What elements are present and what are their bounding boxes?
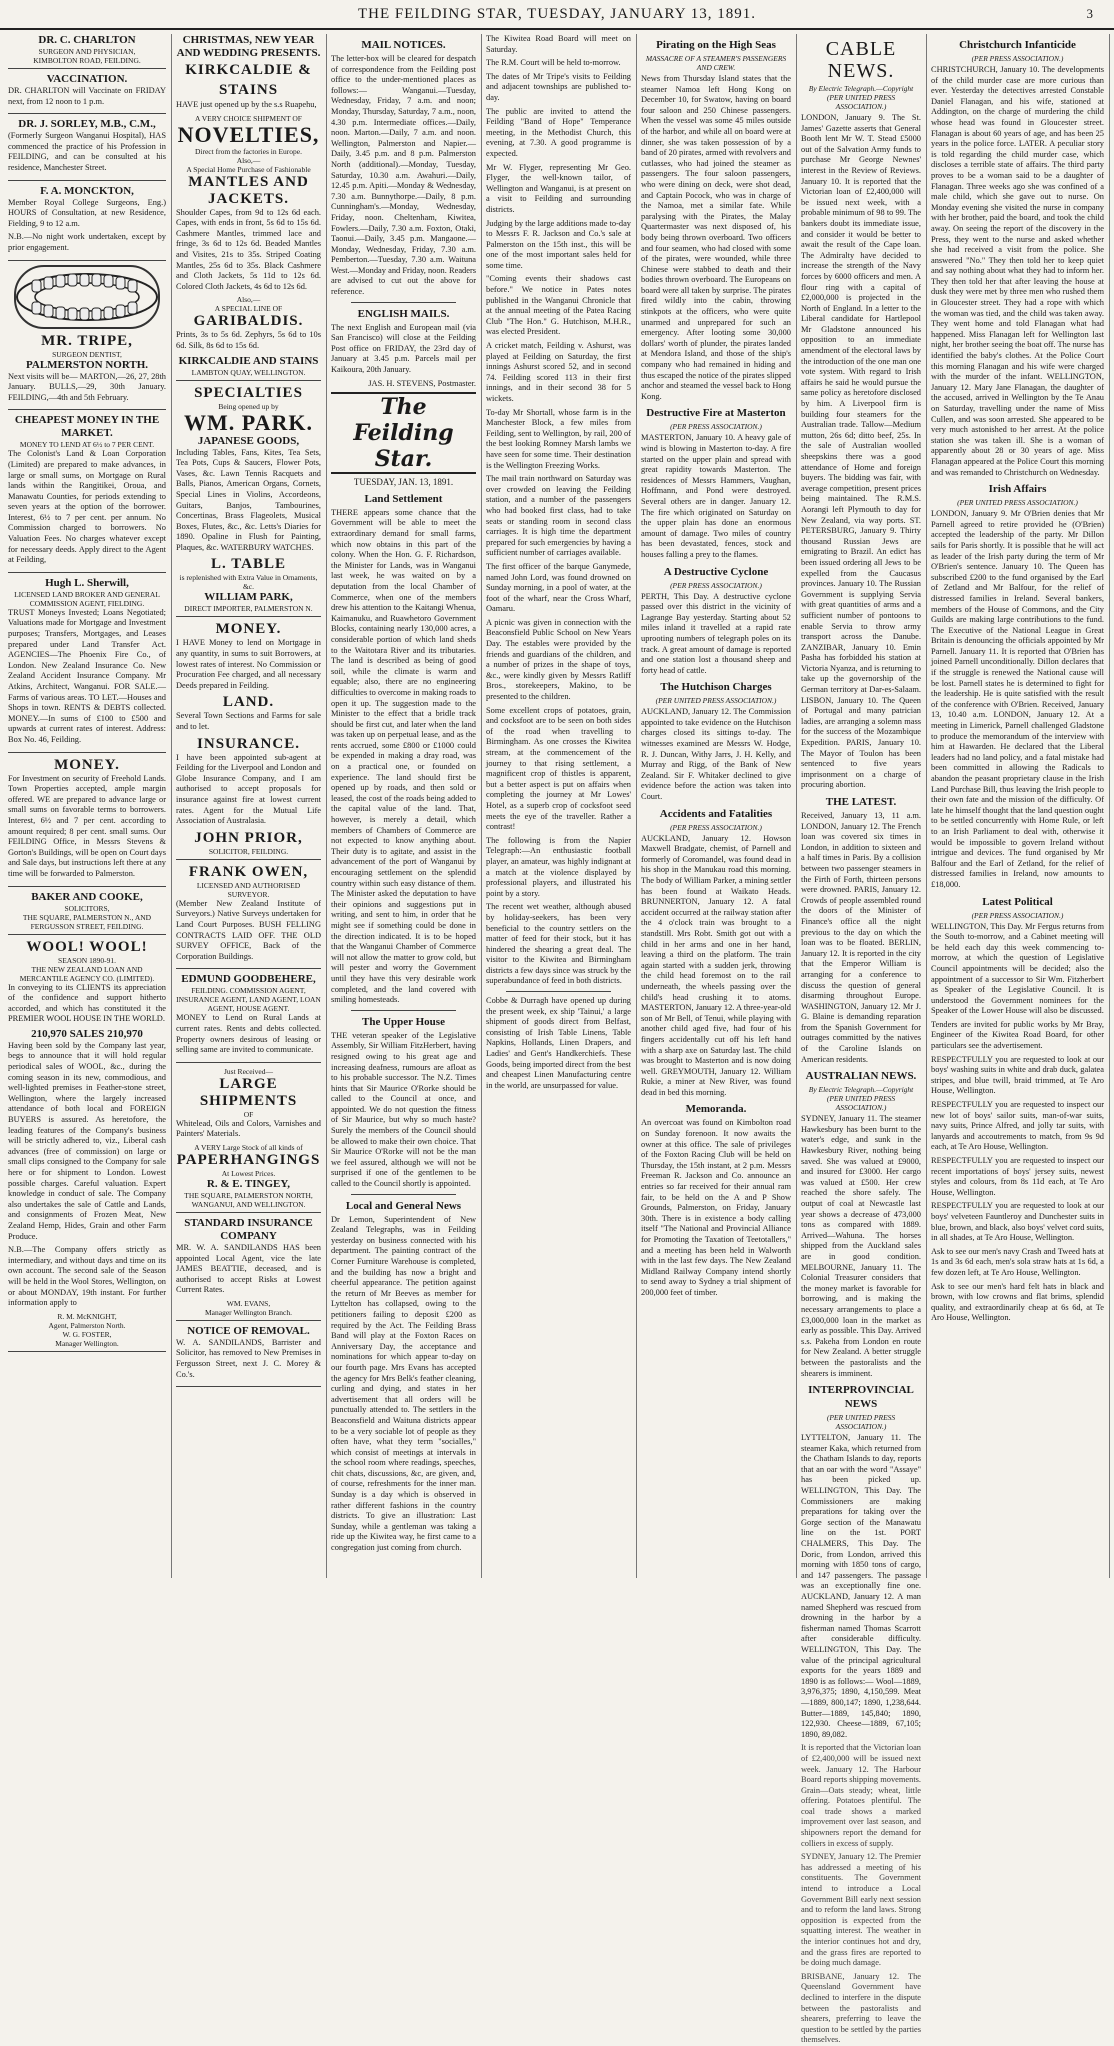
news-barque: The first officer of the barque Ganymede, named John Lord, was found drowned on Sunday morning, in a pool of water, at the foot of the wharf, near the Cross Wharf, Oamaru. bbox=[486, 561, 631, 614]
tripe-title: SURGEON DENTIST, bbox=[52, 349, 122, 359]
mail-notices-text: The letter-box will be cleared for despatch of correspondence from the Feilding post office to the under-mentioned places as follows:— Wanganui.—Tuesday, Wednesday, Friday, 7 a.m. and noon; Monday, Thursday, Saturday, 7 a.m., noon, 4.30 p.m. Intermediate offices.—Daily, noon. Marton.—Daily, 7 a.m. and noon. Wellington, Palmerston and Napier.—Daily, 3.45 p.m. and 8 p.m. Palmerston North (additional).—Monday, Tuesday, Saturday, 10.30 a.m. Awahuri.—Daily, 12.45 p.m. Apiti.—Monday & Wednesday, 7.30 a.m. Bunnythorpe.—Daily, 8 p.m. Cunningham's.—Monday, Wednesday, Friday, noon. Cheltenham, Kiwitea, Fowlers.—Daily, 7.30 a.m. Foxton, Otaki, Taonui.—Daily, 3.45 p.m. Mangaone.—Monday, Wednesday, Friday, 7.30 a.m. Pemberton.—Tuesday, 7.30 a.m. Waituna West.—Monday and Friday, noon. Readers are advised to cut out the above for reference. bbox=[331, 54, 476, 297]
dental-plate-icon bbox=[12, 270, 162, 324]
ad-tingey bbox=[176, 1067, 321, 1213]
mcknight-title: Agent, Palmerston North. bbox=[48, 1320, 126, 1330]
memoranda-heading: Memoranda. bbox=[685, 1103, 747, 1116]
hutchison-text: AUCKLAND, January 12. The Commission appointed to take evidence on the Hutchison charges closed its sittings to-day. The witnesses examined are Messrs W. Hodge, R. J. Duncan, Withy Jarrs, J. H. Kelly, and Murray and Rigg, of the Bank of New Zealand. Sir F. Whitaker declined to give evidence before the action was taken into Court. bbox=[641, 707, 791, 802]
tenders-text: Tenders are invited for public works by Mr Bray, Engineer of the Kiwitea Road Board, for other particulars see the advertisement. bbox=[931, 1019, 1104, 1051]
col6-text-3: BRISBANE, January 12. The Queensland Government have declined to interfere in the dispute between the pastoralists and shearers, preferring to leave the question to be settled by the parties themselves. bbox=[801, 1971, 921, 2045]
ad-wool bbox=[8, 939, 166, 1352]
masterton-fire-sub: (PER PRESS ASSOCIATION.) bbox=[670, 422, 762, 432]
garibaldi-list: Prints, 3s to 5s 6d. Zephyrs, 5s 6d to 10s 6d. Silk, 8s 6d to 15s 6d. bbox=[176, 330, 321, 350]
australian-news-heading: AUSTRALIAN NEWS. bbox=[805, 1070, 917, 1083]
editorial-dateline: TUESDAY, JAN. 13, 1891. bbox=[353, 477, 454, 488]
also-1: Also,— bbox=[236, 155, 261, 165]
cyclone-heading: A Destructive Cyclone bbox=[663, 565, 769, 578]
interprovincial-sub: (PER UNITED PRESS ASSOCIATION.) bbox=[826, 1413, 896, 1432]
evans-title: Manager Wellington Branch. bbox=[205, 1307, 292, 1317]
nz-loan-text-2: Having been sold by the Company last year, begs to announce that it will hold regular periodical sales of WOOL, &c., during the coming season in its new, commodious, and well-lighted premises in Feather-stone street, Wellington, where the largely increased attendance of both local and FOREIGN BUYERS is assured. As heretofore, the leading features of the Company's business will be strictly adhered to, viz., Liberal cash advances (free of commission) on large or small clips consigned to the Company for sale here or for shipment to London. Lowest possible charges. Careful valuation. Expert knowledge in conduct of sale. The Company also undertakes the sale of Cattle and Lands, and consignments of Frozen Meat, New Zealand Hemp, Hides, Grain and other Farm Produce. bbox=[8, 1040, 166, 1241]
col6-text-1: It is reported that the Victorian loan of £2,400,000 will be issued next week. January 12. The Harbour Board reports shipping movements. Grain—Oats steady; wheat, little offering. Potatoes plentiful. The coal trade shows a marked improvement over last season, and shipowners report the demand for colliers in excess of supply. bbox=[801, 1743, 921, 1848]
vaccination-heading: VACCINATION. bbox=[46, 73, 128, 85]
also-2: Also,— bbox=[236, 295, 261, 305]
tingey-address: THE SQUARE, PALMERSTON NORTH, WANGANUI, AND WELLINGTON. bbox=[184, 1190, 313, 1209]
shipment-text: A VERY CHOICE SHIPMENT OF bbox=[195, 113, 302, 123]
ad-money bbox=[8, 757, 166, 887]
prior-title: SOLICITOR, FEILDING. bbox=[208, 846, 289, 856]
novelties-text: Direct from the factories in Europe. bbox=[194, 146, 303, 156]
mantles-heading: MANTLES AND JACKETS. bbox=[188, 173, 309, 207]
news-football: The following is from the Napier Telegraph:—An enthusiastic football player, an amateur, was highly indignant at a match at the violence displayed by professional players, and illustrated his point by a story. bbox=[486, 835, 631, 898]
ad-park bbox=[176, 385, 321, 618]
mantles-list: Shoulder Capes, from 9d to 12s 6d each. Capes, with ends in front, 5s 6d to 15s 6d. Cashmere Mantles, trimmed lace and fringe, 3s 6d to 12s 6d. Beaded Mantles and Visites, 21s to 35s. Striped Coating Mantles, 25s 6d to 35s. Black Cashmere and Cloth Jackets, 5s 11d to 12s 6d. Colored Cloth Jackets, 4s 6d to 12s 6d. bbox=[176, 207, 321, 291]
standard-text: MR. W. A. SANDILANDS HAS been appointed Local Agent, vice the late JAMES BEATTIE, deceased, and is authorised to accept Risks at Lowest Current Rates. bbox=[176, 1242, 321, 1295]
masterton-fire-text: MASTERTON, January 10. A heavy gale of wind is blowing in Masterton to-day. A fire started on the upper plain and spread with great rapidity towards Masterton. The residences of Messrs Hammers, Vaughan, Hoffmann, and Pond were destroyed. Several others are in danger. January 12. The fire which originated on Saturday on the upper plain has done an enormous amount of damage. Two miles of country has been devastated, fences, stock and houses falling a prey to the flames. bbox=[641, 433, 791, 559]
interprovincial-heading: INTERPROVINCIAL NEWS bbox=[808, 1384, 914, 1411]
owen-name: FRANK OWEN, bbox=[188, 863, 309, 880]
local-general-text: Dr Lemon, Superintendent of New Zealand Telegraphs, was in Feilding yesterday on business connected with his department. The painting contract of the Corner Furniture Warehouse is completed, and the building has now a bright and cheerful appearance. The petition against the return of Mr Beeves as member for Lyttelton has collapsed, owing to the petitioners failing to deposit £200 as required by the Act. The Feilding Brass Band will play at the Foxton Races on Anniversary Day, the acceptance and nominations for which appear to-day on our fourth page. Mrs Evans has accepted the agency for Mrs Belk's feather cleaning, curling and dying, and states in her advertisement that all orders will be punctually attended to. The settlers in the Beaconsfield and Waituna districts appear to be a very sociable lot of people as they often have, what they term "socialles," which consist of meetings at intervals in the school room where readings, speeches, chit chats, discussions, &c, are given, and, of course, refreshments for the inner man. Sunday is a day which is observed in rather different fashions in the country districts. To give an illustration: Last Sunday, while a gentleman was taking a ride up the Kiwitea way, he first came to a congregation just coming from church. bbox=[331, 1214, 476, 1553]
sherwill-text: TRUST Moneys Invested; Loans Negotiated; Valuations made for Mortgage and Investment purposes; Transfers, Mortgages, and Leases prepared under Land Transfer Act. AGENCIES—The Phoenix Fire Co., of London. New Zealand Insurance Co. New Zealand Accident Insurance Company. Mr Atkins, Architect, Wanganui. FOR SALE.—Farms of various areas. TO LET.—Houses and Shops in town. RENTS & DEBTS collected. MONEY.—In sums of £100 to £500 and upwards at current rates of interest. Address: Box No. 46, Feilding. bbox=[8, 607, 166, 744]
te-aro-ad-3: RESPECTFULLY you are requested to inspect our recent importations of boys' jersey suits, newest styles and colours, from 8s 11d each, at Te Aro House, Wellington. bbox=[931, 1156, 1104, 1197]
standard-heading: STANDARD INSURANCE COMPANY bbox=[184, 1216, 313, 1242]
goodbehere-text: MONEY to Lend on Rural Lands at current rates. Rents and debts collected. Property owners desirous of leasing or selling same are invited to communicate. bbox=[176, 1013, 321, 1055]
irish-affairs-heading: Irish Affairs bbox=[988, 483, 1047, 496]
park-name: WM. PARK. bbox=[184, 409, 313, 435]
kirkcaldie-2-address: LAMBTON QUAY, WELLINGTON. bbox=[191, 367, 306, 377]
just-received: Just Received— bbox=[224, 1066, 273, 1076]
ad-kirkcaldie bbox=[176, 34, 321, 381]
wool-heading: WOOL! WOOL! bbox=[26, 938, 148, 955]
money-heading: MONEY. bbox=[54, 756, 120, 773]
prior-money-text: I HAVE Money to lend on Mortgage in any quantity, in sums to suit Borrowers, at lowest rates of interest. No Commission or Procuration Fee charged, and all necessary Deeds prepared in Feilding. bbox=[176, 638, 321, 690]
hutchison-sub: (PER UNITED PRESS ASSOCIATION.) bbox=[655, 696, 777, 706]
dental-plate-illustration bbox=[14, 265, 160, 329]
park-2-title: DIRECT IMPORTER, PALMERSTON N. bbox=[184, 604, 313, 614]
garibaldi-text: A SPECIAL LINE OF bbox=[214, 304, 283, 314]
baker-name: BAKER AND COOKE, bbox=[31, 890, 143, 903]
xmas-heading: CHRISTMAS, NEW YEAR AND WEDDING PRESENTS. bbox=[176, 34, 321, 59]
mail-notices-heading: MAIL NOTICES. bbox=[361, 39, 446, 51]
te-aro-ad-1: RESPECTFULLY you are requested to look at our boys' washing suits in white and drab duck, galatea stripes, and blue twill, braid trimmed, at Te Aro House, Wellington. bbox=[931, 1054, 1104, 1096]
ad-vaccination bbox=[8, 73, 166, 114]
memoranda-text: An overcoat was found on Kimbolton road on Sunday forenoon. It now awaits the owner at this office. The sale of privileges of the Foxton Racing Club will be held on Thursday, the 15th instant, at 2 p.m. Messrs Freeman R. Jackson and Co. announce an entries so far received for their annual ram fair, to be held on the A and P Show Grounds, Palmerston, on Friday, January 30th. There is in existence a body calling itself "The National and Provincial Alliance for Promoting the Taxation of Teetotallers," and a meeting has been held in Walworth with in the last few days. The New Zealand Midland Railway Company intend shortly to send away to Sydney a trial shipment of 200,000 feet of timber. bbox=[641, 1118, 791, 1297]
mcknight-name: R. M. McKNIGHT, bbox=[57, 1311, 117, 1321]
vaccination-text: DR. CHARLTON will Vaccinate on FRIDAY next, from 12 noon to 1 p.m. bbox=[8, 86, 166, 106]
te-aro-ad-2: RESPECTFULLY you are requested to inspect our new lot of boys' sailor suits, man-of-war suits, navy suits, Prince Alfred, and jolly tar suits, with lanyards and accoutrements to match, from 9s 9d each, at Te Aro House, Wellington. bbox=[931, 1100, 1104, 1152]
news-public: The public are invited to attend the Feilding "Band of Hope" Temperance meeting, in the Methodist Church, this evening, at 7.30. A good programme is expected. bbox=[486, 106, 631, 158]
column-4 bbox=[482, 34, 637, 1578]
land-settlement-text: THERE appears some chance that the Government will be able to meet the extraordinary demand for small farms, which now obtains in this part of the colony. When the Hon. G. F. Richardson, the Minister for Lands, was in Wanganui last week, he was waited on by a deputation from the local Chamber of Commerce, when one of the members drew his attention to the Kaitangi Whenua, Kaimanuku, and Ruawhetoro Government Blocks, containing nearly 130,000 acres, a considerable portion of which land sheds to the Waitotara River and its tributaries. The land is described as being of good soil, while the climate is warm and equable; also, there are no engineering difficulties to overcome in making roads to open it up. The suggestion made to the Minister to the effect that a bridle track should be first cut, and later when the land was taken up on perpetual lease, and as the rents accrued, some £800 or £1000 could be expended in making a dray road, was on a practical one, or founded on experience. The land should first be opened up by roads, and then sold or leased, the cost of the roads being added to the capital value of the land. That, however, is merely a detail, which members of Chambers of Commerce are not expected to know anything about. Their duty is to agitate, and assist in the advancement of the port of Wanganui by encouraging settlement on the splendid country within such easy distance of them. The Minister asked the deputation to have their opinions and suggestions put in writing, and sent to him, in order that he might see if something could be done in the direction indicated. It is to be hoped that the Wanganui Chamber of Commerce will not allow the matter to grow cold, but will pester and worry the Government until they have this very desirable work completed, and the land covered with smiling homesteads. bbox=[331, 507, 476, 1005]
news-rm-court: The R.M. Court will be held to-morrow. bbox=[486, 58, 621, 68]
monckton-note: N.B.—No night work undertaken, except by prior engagement. bbox=[8, 232, 166, 252]
news-picnic: A picnic was given in connection with the Beaconsfield Public School on New Years Day. The estables were provided by the friends and guardians of the children, and a number of prizes in the shape of toys, &c., were kindly given by Messrs Ratliff Bros., storekeepers, Makino, to be presented to the children. bbox=[486, 617, 631, 702]
accidents-sub: (PER PRESS ASSOCIATION.) bbox=[670, 822, 762, 832]
divider bbox=[351, 302, 456, 303]
tripe-text: Next visits will be— MARTON,—26, 27, 28th January. BULLS,—29, 30th January. FEILDING,—4th and 5th February. bbox=[8, 371, 166, 402]
specialties-text: Being opened up by bbox=[218, 401, 279, 411]
ad-sorley bbox=[8, 118, 166, 180]
ad-goodbehere bbox=[176, 973, 321, 1062]
prior-money-heading: MONEY. bbox=[215, 621, 282, 638]
sherwill-title: LICENSED LAND BROKER AND GENERAL COMMISSION AGENT, FIELDING. bbox=[14, 589, 160, 608]
news-cricket: A cricket match, Feilding v. Ashurst, was played at Feilding on Saturday, the first innings Ashurst scored 52, and in second 74. Feilding scored 113 in their first innings, and in their second 38 for 5 wickets. bbox=[486, 341, 631, 403]
prior-name: JOHN PRIOR, bbox=[194, 829, 303, 846]
money-text: For Investment on security of Freehold Lands. Town Properties accepted, ample margin offered. WE are prepared to advance large or small sums on favorable terms to borrowers. Interest, 6½ and 7 per cent. according to amount required; 8 per cent. small sums. Our FEILDING Office, in Messrs Stevens & Gorton's Buildings, will be open on Court days and Sale days, but instructions left there at any time will be forwarded to Palmerston. bbox=[8, 773, 166, 878]
cheapest-money: CHEAPEST MONEY IN THE MARKET. bbox=[14, 414, 160, 440]
news-flyger: Mr W. Flyger, representing Mr Geo. Flyger, the well-known tailor, of Wellington and Wanganui, is at present on a visit to Feilding and surrounding districts. bbox=[486, 162, 631, 214]
whitelead-text: Whitelead, Oils and Colors, Varnishes and Painters' Materials. bbox=[176, 1118, 321, 1139]
mantles-text: A Special Home Purchase of Fashionable bbox=[186, 164, 311, 174]
nz-loan-text: In conveying to its CLIENTS its appreciation of the confidence and support hitherto accorded, and which has constituted it the PREMIER WOOL HOUSE IN THE WORLD. bbox=[8, 982, 166, 1024]
masthead-title: THE FEILDING STAR, TUESDAY, JANUARY 13, 1891. bbox=[358, 6, 756, 22]
japanese-heading: JAPANESE GOODS, bbox=[197, 434, 300, 447]
goodbehere-title: FEILDING. COMMISSION AGENT, INSURANCE AGENT, LAND AGENT, LOAN AGENT, HOUSE AGENT. bbox=[176, 986, 321, 1014]
sorley-name: DR. J. SORLEY, M.B., C.M., bbox=[18, 118, 156, 131]
column-3 bbox=[327, 34, 482, 1578]
divider bbox=[351, 1194, 456, 1195]
page-number: 3 bbox=[1086, 6, 1094, 21]
removal-heading: NOTICE OF REMOVAL. bbox=[187, 1324, 310, 1337]
kirkcaldie-2: KIRKCALDIE AND STAINS bbox=[178, 354, 319, 367]
foster-title: Manager Wellington. bbox=[55, 1338, 119, 1348]
goodbehere-name: EDMUND GOODBEHERE, bbox=[181, 973, 316, 986]
insurance-heading: INSURANCE. bbox=[197, 735, 300, 752]
postmaster-signature: JAS. H. STEVENS, Postmaster. bbox=[368, 378, 476, 388]
nz-loan-title: THE NEW ZEALAND LOAN AND MERCANTILE AGENCY CO. (LIMITED). bbox=[19, 964, 155, 983]
local-general-heading: Local and General News bbox=[345, 1199, 462, 1212]
pirating-subheading: MASSACRE OF A STEAMER'S PASSENGERS AND CREW. bbox=[645, 54, 787, 72]
kirkcaldie-name: KIRKCALDIE & STAINS bbox=[185, 62, 312, 98]
ad-charlton bbox=[8, 34, 166, 69]
news-kiwitea: The Kiwitea Road Board will meet on Saturday. bbox=[486, 34, 631, 54]
accidents-text: AUCKLAND, January 12. Howson Maxwell Bradgate, chemist, of Parnell and formerly of Coromandel, was found dead in his shop in the Manukau road this morning. The body of William Parker, a mining settler has been found at Waikato Heads. BRUNNERTON, January 12. A fatal accident occurred at the railway station after the 4 o'clock train was brought to a standstill. Mrs Robt. Smith got out with a child in her arms and one in her hand, leaving a third on the platform. The train again started with a sudden jerk, throwing the child head foremost on to the rail underneath, the wheels passing over the child's head crushing it to atoms. MASTERTON, January 12. A three-year-old son of Mr Bell, of Tenui, while playing with another child aged five, had four of his fingers accidentally cut off his left hand with a sharp axe on Saturday last. The child was brought to Masterton and is now doing well. GREYMOUTH, January 12. William Rukie, a miner at New River, was found dead in bed this morning. bbox=[641, 833, 791, 1097]
monckton-name: F. A. MONCKTON, bbox=[40, 184, 134, 197]
te-aro-ad-4: RESPECTFULLY you are requested to look at our boys' velveteen Fauntleroy and Dunchester suits in blue, brown, and black, also boys' velvet cord suits, in all shades, at Te Aro House, Wellington. bbox=[931, 1201, 1104, 1243]
accidents-heading: Accidents and Fatalities bbox=[659, 807, 773, 820]
news-judging: Judging by the large additions made to-day to Messrs F. R. Jackson and Co.'s sale at Palmerston on the 15th inst., this will be one of the most important sales held for some time. bbox=[486, 218, 631, 270]
wool-season: SEASON 1890-91. bbox=[58, 955, 116, 965]
divider bbox=[506, 991, 611, 992]
column-7 bbox=[927, 34, 1110, 1578]
land-text: Several Town Sections and Farms for sale and to let. bbox=[176, 711, 321, 732]
ad-monckton bbox=[8, 185, 166, 261]
monckton-text: Member Royal College Surgeons, Eng.) HOURS of Consultation, at new Residence, Fielding, 9 to 12 a.m. bbox=[8, 197, 166, 228]
garibaldi-heading: GARIBALDIS. bbox=[193, 313, 304, 330]
cable-news-text: LONDON, January 9. The St. James' Gazette asserts that General Booth lent Mr W. T. Stead £5000 out of the Salvation Army funds to purchase Mr George Newnes' interest in the Review of Reviews. January 10. It is reported that the Victorian loan of £2,400,000 will be issued next week, with a probable minimum of 98 to 99. The bankers doubt its immediate issue, and consider it would be better to await the result of the Cape loan. The Admiralty have decided to increase the strength of the Navy forces by 6000 officers and men. A flour ring with a capital of £2,000,000 is projected in the North of England. In a letter to the Liberal candidate for Hartlepool Mr Gladstone announced his opposition to an immediate amendment of the electoral laws by the introduction of the one man one vote system. With regard to Irish affairs he said he would pursue the same policy as heretofore disclosed by him. A Liverpool firm is building four steamers for the Australian trade. Tallow—Medium mutton, 26s 6d; ditto beef, 25s. In the sale of Australian woolled sheepskins there was a good attendance of Home and foreign buyers. The bidding was fair, with average competition, present prices being maintained. The R.M.S. Aorangi left Plymouth to day for New Zealand, via way ports. ST. PETERSBURG, January 9. Thirty thousand Russian Jews are emigrating to Brazil. An edict has been issued ordering all Jews to be expelled from the Caucasus provinces. January 10. The Russian Government is supplying Servia with great quantities of arms and a sufficient number of pontoons to enable Servia to throw army transport across the Danube. ZANZIBAR, January 10. Emin Pasha has forbidded his station at Victoria Nyanza, and is returning to take up the governorship of the German territory at Dar-es-Salaam. LISBON, January 10. The Queen of Portugal and many patrician ladies, are arranging a solemn mass for the success of the Mozambique Expedition. PARIS, January 10. The Mayor of Toulon has been sentenced to five years imprisonment on a charge of procuring abortion. bbox=[801, 113, 921, 790]
col6-text-2: SYDNEY, January 12. The Premier has addressed a meeting of his constituents. The Government intend to introduce a Local Government Bill early next session and to reform the land laws. Strong opposition is expected from the squatting interest. The weather in the interior continues hot and dry, and the grass fires are reported to be doing much damage. bbox=[801, 1852, 921, 1968]
hutchison-heading: The Hutchison Charges bbox=[660, 681, 772, 694]
ad-owen bbox=[176, 864, 321, 970]
ad-colonist bbox=[8, 414, 166, 573]
charlton-address: KIMBOLTON ROAD, FEILDING. bbox=[33, 56, 141, 65]
evans-name: WM. EVANS, bbox=[226, 1298, 271, 1308]
sorley-text: (Formerly Surgeon Wanganui Hospital), HAS commenced the practice of his Profession in FEILDING, and can be consulted at his residence, Manchester Street. bbox=[8, 131, 166, 172]
infanticide-heading: Christchurch Infanticide bbox=[959, 39, 1076, 51]
news-crops: Some excellent crops of potatoes, grain, and cocksfoot are to be seen on both sides of the road when travelling to Birmingham. As one crosses the Kiwitea stream, at the commencement of the journey to that rising settlement, a magnificent crop of thistles is apparent, but a better aspect is put on affairs when completing the journey at Mr Lowes' Hotel, as a superb crop of cocksfoot seed meets the eye of the traveller. Rather a contrast! bbox=[486, 705, 631, 832]
australian-news-sub: By Electric Telegraph.—Copyright (PER UNITED PRESS ASSOCIATION.) bbox=[808, 1085, 914, 1113]
sherwill-name: Hugh L. Sherwill, bbox=[45, 576, 129, 589]
baker-title: SOLICITORS, bbox=[64, 903, 110, 913]
insurance-text: I have been appointed sub-agent at Feilding for the Liverpool and London and Globe Insurance Company, and I am authorised to accept proposals for insurance against fire at lowest current rates. Agent for the Mutual Life Association of Australasia. bbox=[176, 752, 321, 826]
money-to-lend: MONEY TO LEND AT 6½ to 7 PER CENT. bbox=[19, 440, 155, 450]
ad-sherwill bbox=[8, 577, 166, 753]
te-aro-ad-5: Ask to see our men's navy Crash and Tweed hats at 1s and 3s 6d each, men's sola straw hats at 1s 6d, a few dozen left, at Te Aro House, Wellington. bbox=[931, 1246, 1104, 1277]
owen-text: (Member New Zealand Institute of Surveyors.) Native Surveys undertaken for Land Court Purposes. BUSH FELLING CONTRACTS LAID OFF. THE OLD SURVEY OFFICE, Back of the Corporation Buildings. bbox=[176, 898, 321, 961]
pirating-text: News from Thursday Island states that the steamer Namoa left Hong Kong on December 10, for Swatow, having on board four saloon and 250 Chinese passengers. When the vessel was some 45 miles outside of the harbor, and while all on board were at dinner, she was taken possession of by a band of 20 pirates, armed with revolvers and cutlasses, who had joined the steamer as passengers. The four saloon passengers, who were dining on deck, were shot dead, and Captain Pocock, who was in charge of the Namoa, met a similar fate. While paralysing with the Pirates, the Malay Quartermaster was next disposed of, his body being thrown overboard. Two officers and four seamen, who had closed with some of the pirates, were wounded, while three Chinese were stabbed to death and their bodies thrown overboard. The Europeans on board were all taken by surprise. The pirates fired wildly into the cabin, throwing stinkpots at the officers, who were quite unarmed and unprepared for such an emergency. After looting some 30,000 dollars' worth of plunder, the pirates landed at Mendora Island, and those of the ship's company who had remained in hiding and thus escaped the notice of the pirates slipped anchor and steamed the vessel back to Hong Kong. bbox=[641, 74, 791, 401]
news-rain: The recent wet weather, although abused by holiday-seekers, has been very beneficial to the country settlers on the matter of feed for their stock, but it has hindered the shearing a great deal. The visitor to the Kiwitea and Birmingham districts a few days since was struck by the superabundance of feed in both districts. bbox=[486, 902, 631, 986]
foster-name: W. G. FOSTER, bbox=[62, 1329, 112, 1339]
cable-news-heading: CABLE NEWS. bbox=[825, 38, 897, 82]
sales-count: 210,970 SALES 210,970 bbox=[31, 1027, 143, 1040]
news-lambs: To-day Mr Shortall, whose farm is in the Manchester Block, a few miles from Feilding, sent to Wellington, by rail, 200 of the best looking Romney Marsh lambs we have seen for some time. Their destination is the Wellington Freezing Works. bbox=[486, 407, 631, 470]
australian-news-text: SYDNEY, January 11. The steamer Hawkesbury has been burnt to the water's edge, and sunk in the Hawkesbury River, nothing being saved. She was valued at £9000, and insured for £3000. Her cargo was valued at £500. Her crew reached the shore safely. The output of coal at Newcastle last year shows a decrease of 473,000 tons as compared with 1889. Arrived—Wahuna. The horses shipped from the Auckland sales are in good condition. MELBOURNE, January 11. The Colonial Treasurer considers that the money market is favorable for borrowing, and is making the necessary arrangements to place a £3,000,000 loan in the market as early as possible. This Day. Arrived s.s. Pakeha from London en route for New Zealand. A better struggle between the pastoralists and the shearers is imminent. bbox=[801, 1114, 921, 1378]
cyclone-text: PERTH, This Day. A destructive cyclone passed over this district in the vicinity of Lagrange Bay yesterday. Starting about 52 miles inland it travelled at a rapid rate uprooting numbers of telegraph poles on its track. A great amount of damage is reported and one station lost a thousand sheep and forty head of cattle. bbox=[641, 591, 791, 675]
masthead bbox=[0, 0, 1114, 30]
table-text: is replenished with Extra Value in Ornaments, &c. bbox=[179, 573, 318, 592]
latest-political-sub: (PER PRESS ASSOCIATION.) bbox=[971, 910, 1064, 920]
ad-tripe bbox=[8, 333, 166, 411]
irish-affairs-text: LONDON, January 9. Mr O'Brien denies that Mr Parnell agreed to retire provided he (O'Brien) accepted the leadership of the party. Mr Dillon sails for Paris shortly. It is possible that he will act as leader of the Irish party during the term of Mr O'Brien's sentence. January 10. The Queen has subscribed £200 to the fund organised by the Earl of Zetland and Mr Balfour, for the relief of distressed families in Ireland. Several bankers, members of the House of Commons, and the City Guilds are making large contributions to the fund. The Executive of the National League in Great Britain is denouncing the officials appointed by Mr Parnell. January 11. It is reported that O'Brien has joined Parnell unconditionally. Dillon declares that if the struggle is renewed the National cause will be lost. Parnell states he is determined to fight for the leadership. He is quite satisfied with the result of the conference with O'Brien. Received, January 13, 10.40 a.m. LONDON, January 12. At a meeting in Limerick, Parnell challenged Gladstone to produce the memorandum of the interview with him at Hawarden. He declared that the Liberal leaders had no land policy, and a fatal mistake had been committed in allowing the Radicals to abandon the peasant proprietary clause in the Irish Land Purchase Bill, thus leaving the Irish people to their own fate and the mission of the difficulty. Of late he himself thought that the land question ought to be settled concurrently with Home Rule, or left to an Irish Parliament to deal with, otherwise it would be impossible to govern Ireland without intrigue and devices. The fund organised by Mr Balfour and the Earl of Zetland, for the relief of distressed families in Ireland, now amounts to £18,000. bbox=[931, 509, 1104, 889]
paperhangings-text: At Lowest Prices. bbox=[221, 1168, 276, 1178]
upper-house-text: THE veteran speaker of the Legislative Assembly, Sir William FitzHerbert, having resigned owing to his great age and increasing deafness, rumours are afloat as to his probable successor. The N.Z. Times hints that Sir Maurice O'Rorke should be called to the Council at once, and appointed. We do not question the fitness of Sir Maurice, but why so much haste? Surely the members of the Council should be allowed to make their own choice. That Sir Maurice O'Rorke will not be the man we feel assured, although we will not be surprised if one of the gentlemen to be called to the Council shortly is appointed. bbox=[331, 1030, 476, 1189]
novelties-heading: NOVELTIES, bbox=[177, 121, 320, 147]
charlton-name: DR. C. CHARLTON bbox=[38, 34, 136, 46]
latest-political-heading: Latest Political bbox=[982, 895, 1053, 908]
land-settlement-heading: Land Settlement bbox=[364, 492, 443, 505]
tripe-town: PALMERSTON NORTH. bbox=[25, 358, 149, 371]
large-shipments: LARGE SHIPMENTS bbox=[199, 1075, 298, 1109]
ad-prior bbox=[176, 621, 321, 859]
ad-baker-cooke bbox=[8, 891, 166, 935]
latest-text: Received, January 13, 11 a.m. LONDON, January 12. The French loan was covered six times in London, in addition to sixteen and a half times in Paris. By a collision between two passenger steamers in the Firth of Forth, thirteen persons were drowned. PARIS, January 12. Crowds of people assembled round the doors of the Minister of Finance's office all the night previous to the day on which the loan was to be floated. BERLIN, January 12. It is reported in the city that the Emperor William is arranging for a conference to discuss the question of general disarming throughout Europe. WASHINGTON, January 12. Mr J. G. Blaine is demanding reparation from the Spanish Government for outrages committed by the natives of the Caroline Islands on American residents. bbox=[801, 811, 921, 1064]
park-2-name: WILLIAM PARK, bbox=[204, 591, 293, 604]
land-heading: LAND. bbox=[222, 694, 275, 711]
kirkcaldie-text: HAVE just opened up by the s.s Ruapehu, bbox=[176, 100, 317, 109]
removal-text: W. A. SANDILANDS, Barrister and Solicitor, has removed to New Premises in Fergusson Street, next J. C. Morey & Co.'s. bbox=[176, 1337, 321, 1379]
news-tripe: The dates of Mr Tripe's visits to Feilding and adjacent townships are published to-day. bbox=[486, 71, 631, 102]
table-heading: L. TABLE bbox=[211, 556, 286, 573]
english-mails-text: The next English and European mail (via San Francisco) will close at the Feilding Post office on FRIDAY, the 23rd day of January at 3.45 p.m. Parcels mail per Kaikoura, 20th January. bbox=[331, 322, 476, 375]
specialties-heading: SPECIALTIES bbox=[194, 384, 303, 401]
upper-house-heading: The Upper House bbox=[362, 1015, 445, 1028]
column-2 bbox=[172, 34, 327, 1578]
english-mails-heading: ENGLISH MAILS. bbox=[357, 307, 450, 320]
column-6 bbox=[797, 34, 927, 2045]
colonist-text: The Colonist's Land & Loan Corporation (Limited) are prepared to make advances, in large or small sums, on Mortgage on Rural lands within the Rangitikei, Oroua, and Manawatu Counties, for periods extending to seven years at the option of the borrower. Interest, 6½ to 7 per cent. per annum. No Commission charged to borrowers. No Valuation Fees. No charges whatever except for necessary deeds. Apply direct to the Agent at Feilding, bbox=[8, 449, 166, 565]
column-5 bbox=[637, 34, 797, 1578]
news-mail-train: The mail train northward on Saturday was over crowded on leaving the Feilding station, and a number of the passengers who had booked first class, had to take seats or standing room in second class carriages. It is high time the department prepared for such emergencies by having a sufficient number of carriages available. bbox=[486, 474, 631, 558]
nz-loan-text-3: N.B.—The Company offers strictly as intermediary, and without days and time on its own account. The second sale of the Season will be held in the Wool Stores, Wellington, on or about MONDAY, 19th instant. For further information apply to bbox=[8, 1245, 166, 1308]
news-cobbe: Cobbe & Durragh have opened up during the present week, ex ship 'Tainui,' a large shipment of goods direct from Belfast, consisting of Irish Table Linens, Table Napkins, Hollands, Linen Drapers, and Ladies' and Gent's Handkerchiefs. These Goods, being imported direct from the best and cheapest Linen Manufacturing centre in the world, are unsurpassed for value. bbox=[486, 996, 631, 1090]
divider bbox=[351, 1010, 456, 1011]
latest-political-text: WELLINGTON, This Day. Mr Fergus returns from the South to-morrow, and a Cabinet meeting will be held each day this week commencing to-morrow, at which the question of Legislative Council appointments will be decided; also the appointment of a successor to Sir Wm. Fitzherbert as Speaker of the Legislative Council. It is understood the Government nominees for the Speaker of the Lower House will also be discussed. bbox=[931, 921, 1104, 1016]
paperhangings-heading: PAPERHANGINGS bbox=[176, 1151, 321, 1168]
tingey-name: R. & E. TINGEY, bbox=[206, 1177, 291, 1190]
masterton-fire-heading: Destructive Fire at Masterton bbox=[646, 407, 786, 420]
charlton-title: SURGEON AND PHYSICIAN, bbox=[38, 47, 136, 56]
column-1 bbox=[4, 34, 172, 1578]
owen-title: LICENSED AND AUTHORISED SURVEYOR. bbox=[196, 880, 301, 899]
ad-standard bbox=[176, 1217, 321, 1321]
ad-removal bbox=[176, 1325, 321, 1387]
stock-text: A VERY Large Stock of all kinds of bbox=[194, 1142, 303, 1152]
japanese-text: Including Tables, Fans, Kites, Tea Sets, Tea Pots, Cups & Saucers, Flower Pots, Vases, &c. Lawn Tennis Racquets and Balls, Pianos, American Organs, Cornets, Special Lines in Violins, Accordeons, Guitars, Banjos, Tambourines, Concertinas, Brass Flageolets, Musical Boxes, Flutes, &c., &c. Letts's Diaries for 1890. Opaline in Flush for Painting, Plaques, &c. WATERBURY WATCHES. bbox=[176, 447, 321, 552]
infanticide-sub: (PER PRESS ASSOCIATION.) bbox=[971, 54, 1064, 63]
newspaper-nameplate: The Feilding Star. bbox=[331, 392, 476, 474]
latest-heading: THE LATEST. bbox=[825, 796, 897, 808]
tripe-name: MR. TRIPE, bbox=[41, 332, 133, 349]
te-aro-ad-6: Ask to see our men's hard felt hats in black and brown, with low crowns and flat brims, splendid quality, and extraordinarily cheap at 6s 6d, at Te Aro House, Wellington. bbox=[931, 1281, 1104, 1323]
baker-address: THE SQUARE, PALMERSTON N., AND FERGUSSON STREET, FEILDING. bbox=[22, 912, 152, 931]
of-text: OF bbox=[243, 1109, 254, 1119]
news-coming: "Coming events their shadows cast before." We notice in Pates notes published in the Wanganui Chronicle that at the annual meeting of the Patea Racing Club "The Hon." G. Hutchison, M.H.R., was elected President. bbox=[486, 274, 631, 337]
pirating-heading: Pirating on the High Seas bbox=[656, 39, 776, 51]
cable-news-sub: By Electric Telegraph.—Copyright (PER UNITED PRESS ASSOCIATION.) bbox=[808, 84, 914, 111]
cyclone-sub: (PER PRESS ASSOCIATION.) bbox=[670, 580, 762, 590]
irish-affairs-sub: (PER UNITED PRESS ASSOCIATION.) bbox=[957, 498, 1078, 508]
interprovincial-text: LYTTELTON, January 11. The steamer Kaka, which returned from the Chatham Islands to day, reports that an oar with the word "Assaye" has been picked up. WELLINGTON, This Day. The Commissioners are making preparations for taking over the Gorge section of the Manawatu line on the 1st. PORT CHALMERS, This Day. The Doric, from London, arrived this morning with 1850 tons of cargo, and 147 passengers. The passage was an exceptionally fine one. AUCKLAND, January 12. A man named Shepherd was rescued from drowning in the harbor by a fisherman named Thomas Scarrott after considerable difficulty. WELLINGTON, This Day. The value of the principal agricultural exports for the years 1889 and 1890 is as follows:— Wool—1889, 3,976,375; 1890, 4,150,599. Meat—1889, 800,147; 1890, 1,238,644. Butter—1889, 145,840; 1890, 122,930. Cheese—1889, 67,105; 1890, 89,082. bbox=[801, 1433, 921, 1739]
infanticide-text: CHRISTCHURCH, January 10. The developments of the child murder case are more curious than ever. Yesterday the detectives arrested Constable Daniel Flanagan, and his wife, stationed at Addington, on the charge of murdering the child whose head was found in Gloucester street. Flanagan is about 60 years of age, and has been 25 years in the police force. LATER. A peculiar story is told regarding the child murder case, which discloses a terrible state of affairs. The third party proves to be a woman said to be a daughter of Flanagan. Three weeks ago she was confined of a male child, which she gave out to nurse. On Monday evening she visited the nurse in company with her brother, paid the board, and took the child away. On seeing the report of the discovery in the Press, they went to the nurse and asked whether she had received a visit from the police. She answered "No." They then told her to keep quiet and say nothing about what they had to inform her. They then told her that after leaving the house at dusk they were met by three men who rushed them in Gloucester street. They had a rope with which the woman was tied, and the child was taken away. They went home and told Flanagan what had happened. Miss Flanagan left for Wellington last night, her brother seeing the boat off. The nurse has identified the baby's clothes. At the Police Court this morning Flanagan and his wife were charged with the murder of the infant. WELLINGTON, January 12. Mary Jane Flanagan, the daughter of the accused, arrived in Wellington by the Te Anau on Saturday, travelling under the name of Miss Cullen, and was soon arrested. She appeared to be very much astonished to her arrest. At the police station she was taken ill. She is a woman of apparently about 28 or 30 years of age. Miss Flanagan appeared at the Police Court this morning and was remanded to Christchurch on Wednesday. bbox=[931, 65, 1104, 477]
